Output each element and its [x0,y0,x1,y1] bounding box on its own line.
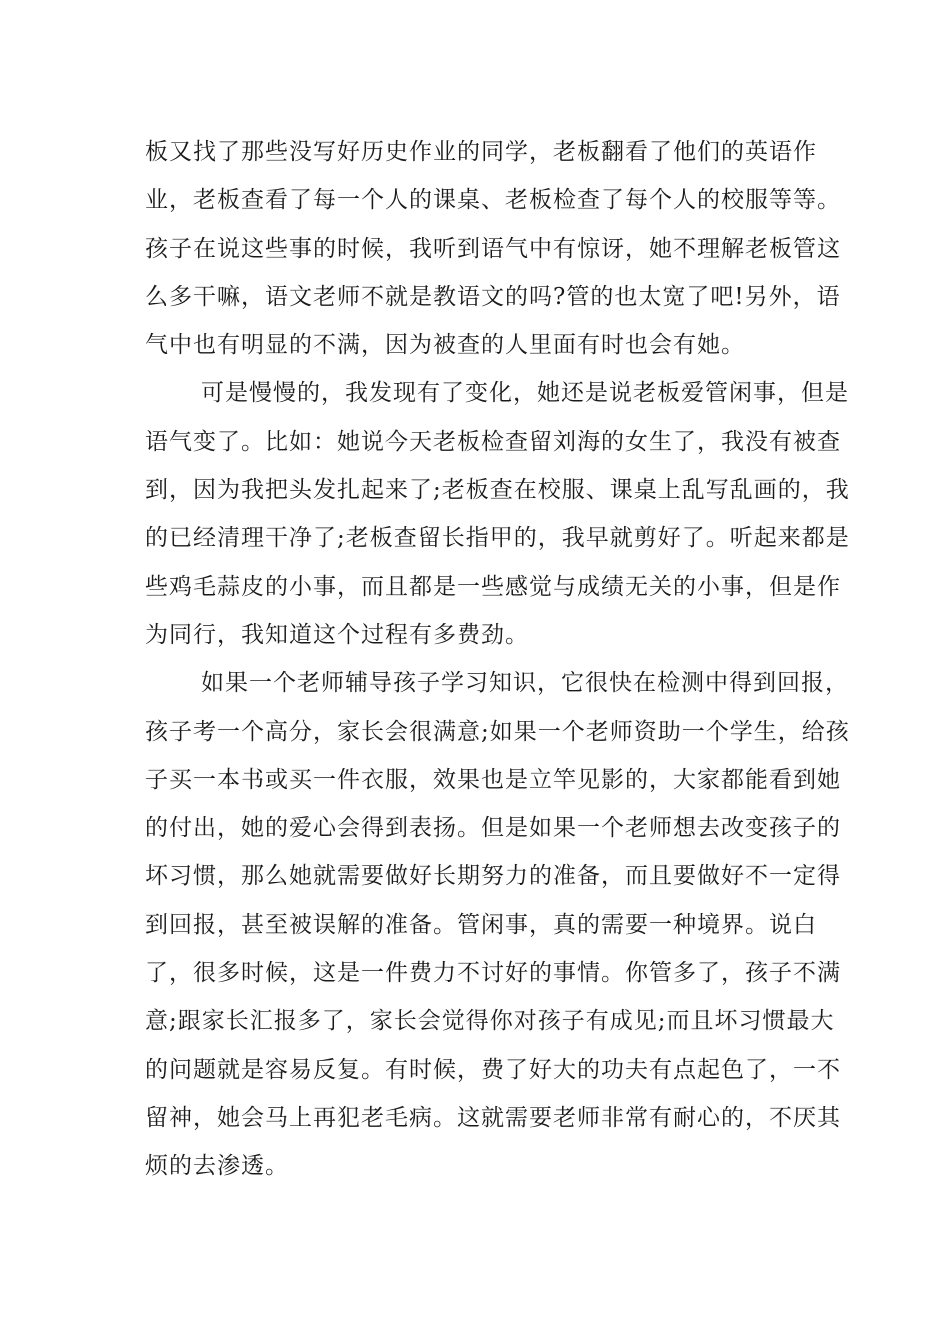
text-line: 到回报，甚至被误解的准备。管闲事，真的需要一种境界。说白 [145,911,817,938]
text-line: 的付出，她的爱心会得到表扬。但是如果一个老师想去改变孩子的 [145,815,841,842]
text-line: 为同行，我知道这个过程有多费劲。 [145,621,529,648]
text-line: 了，很多时候，这是一件费力不讨好的事情。你管多了，孩子不满 [145,960,841,987]
text-line: 坏习惯，那么她就需要做好长期努力的准备，而且要做好不一定得 [145,863,841,890]
text-line: 的问题就是容易反复。有时候，费了好大的功夫有点起色了，一不 [145,1056,841,1083]
text-line: 气中也有明显的不满，因为被查的人里面有时也会有她。 [145,332,745,359]
text-line: 子买一本书或买一件衣服，效果也是立竿见影的，大家都能看到她 [145,766,841,793]
text-line: 孩子考一个高分，家长会很满意;如果一个老师资助一个学生，给孩 [145,718,850,745]
text-line: 语气变了。比如：她说今天老板检查留刘海的女生了，我没有被查 [145,428,841,455]
text-line: 留神，她会马上再犯老毛病。这就需要老师非常有耐心的，不厌其 [145,1104,841,1131]
text-line: 到，因为我把头发扎起来了;老板查在校服、课桌上乱写乱画的，我 [145,477,850,504]
text-line: 孩子在说这些事的时候，我听到语气中有惊讶，她不理解老板管这 [145,235,841,262]
text-line: 么多干嘛，语文老师不就是教语文的吗?管的也太宽了吧!另外，语 [145,283,841,310]
text-line-indented: 如果一个老师辅导孩子学习知识，它很快在检测中得到回报， [201,670,849,697]
text-line-indented: 可是慢慢的，我发现有了变化，她还是说老板爱管闲事，但是 [201,380,849,407]
text-line: 些鸡毛蒜皮的小事，而且都是一些感觉与成绩无关的小事，但是作 [145,573,841,600]
body-text [145,128,850,1191]
text-line: 业，老板查看了每一个人的课桌、老板检查了每个人的校服等等。 [145,187,841,214]
text-line: 意;跟家长汇报多了，家长会觉得你对孩子有成见;而且坏习惯最大 [145,1008,835,1035]
text-line: 板又找了那些没写好历史作业的同学，老板翻看了他们的英语作 [145,139,817,165]
text-line: 烦的去渗透。 [145,1153,289,1180]
text-line: 的已经清理干净了;老板查留长指甲的，我早就剪好了。听起来都是 [145,525,850,552]
